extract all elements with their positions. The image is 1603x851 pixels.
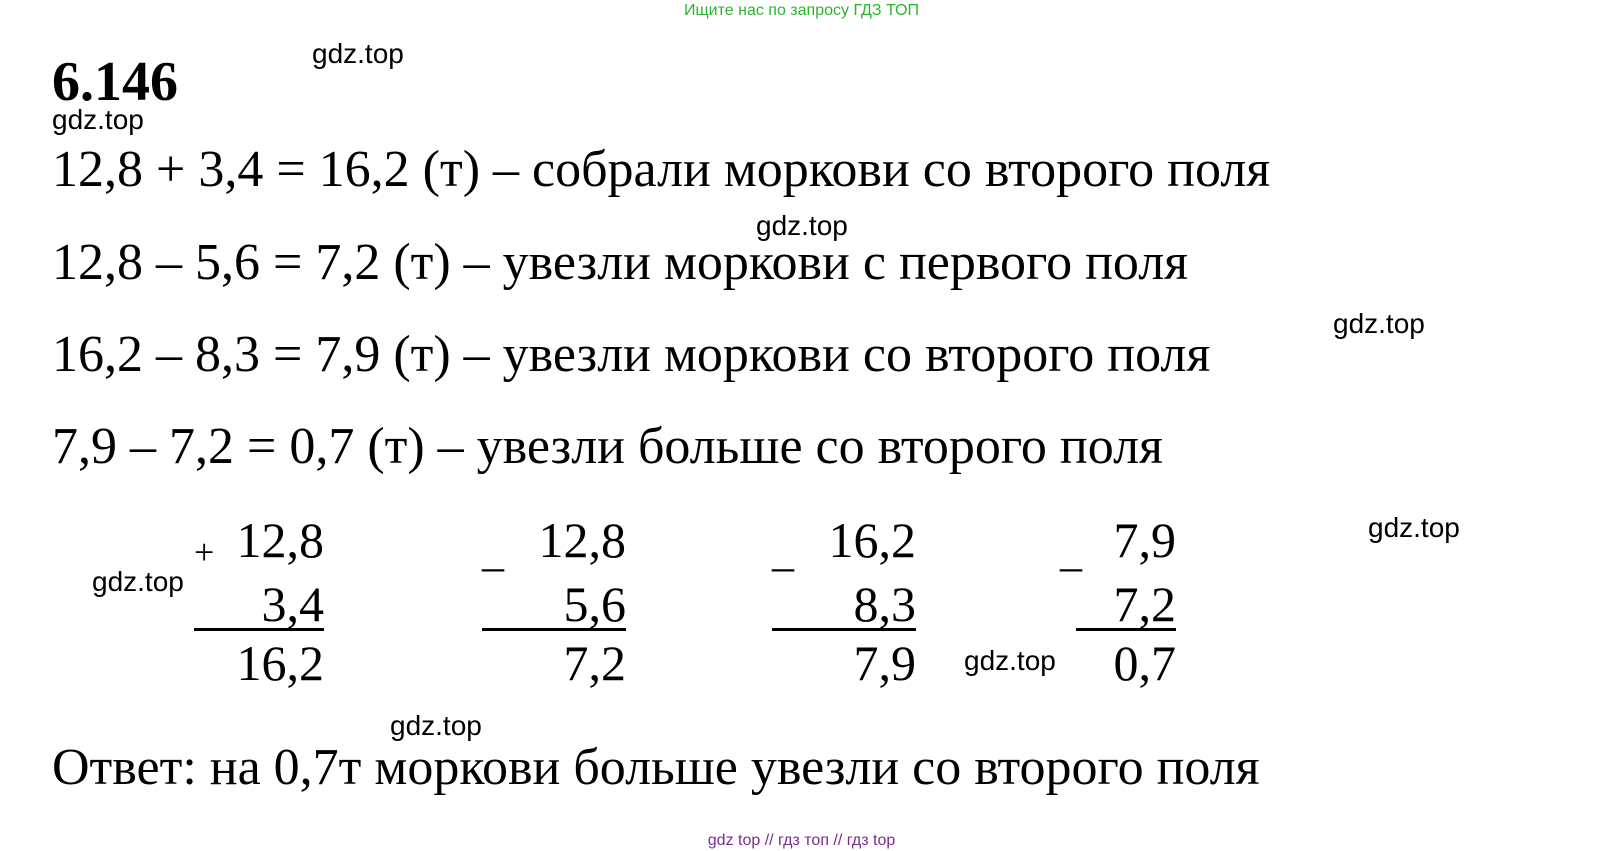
header-banner: Ищите нас по запросу ГДЗ ТОП <box>684 2 919 19</box>
calc-bottom-operand: 7,2 <box>1113 576 1176 632</box>
answer-line: Ответ: на 0,7т моркови больше увезли со второго поля <box>52 739 1260 796</box>
watermark: gdz.top <box>1368 512 1460 543</box>
watermark: gdz.top <box>1333 308 1425 339</box>
minus-operator: _ <box>482 527 504 576</box>
column-calculation <box>482 508 626 695</box>
column-calculation <box>1076 508 1176 695</box>
watermark: gdz.top <box>52 104 144 135</box>
calc-result: 16,2 <box>236 635 324 691</box>
watermark: gdz.top <box>92 566 184 597</box>
footer-banner: gdz top // гдз топ // гдз top <box>707 832 896 849</box>
calc-bottom-operand: 5,6 <box>563 576 626 632</box>
watermark: gdz.top <box>964 645 1056 676</box>
watermark: gdz.top <box>390 710 482 741</box>
calc-top-operand: 12,8 <box>236 512 324 568</box>
watermark: gdz.top <box>756 210 848 241</box>
solution-line: 16,2 – 8,3 = 7,9 (т) – увезли моркови со второго поля <box>52 326 1211 383</box>
problem-number: 6.146 <box>52 51 178 113</box>
calc-top-operand: 7,9 <box>1113 512 1176 568</box>
column-calculation <box>772 508 916 695</box>
calc-result: 7,2 <box>563 635 626 691</box>
watermark: gdz.top <box>312 38 404 69</box>
minus-operator: _ <box>1060 527 1082 576</box>
calc-bottom-operand: 3,4 <box>261 576 324 632</box>
calc-result: 7,9 <box>853 635 916 691</box>
calc-top-operand: 12,8 <box>538 512 626 568</box>
solution-line: 12,8 – 5,6 = 7,2 (т) – увезли моркови с первого поля <box>52 234 1189 291</box>
calc-result: 0,7 <box>1113 635 1176 691</box>
calc-top-operand: 16,2 <box>828 512 916 568</box>
minus-operator: _ <box>772 527 794 576</box>
column-calculation <box>194 508 324 695</box>
solution-line: 7,9 – 7,2 = 0,7 (т) – увезли больше со второго поля <box>52 418 1163 475</box>
plus-operator: + <box>194 532 215 572</box>
calc-bottom-operand: 8,3 <box>853 576 916 632</box>
solution-line: 12,8 + 3,4 = 16,2 (т) – собрали моркови со второго поля <box>52 141 1271 198</box>
